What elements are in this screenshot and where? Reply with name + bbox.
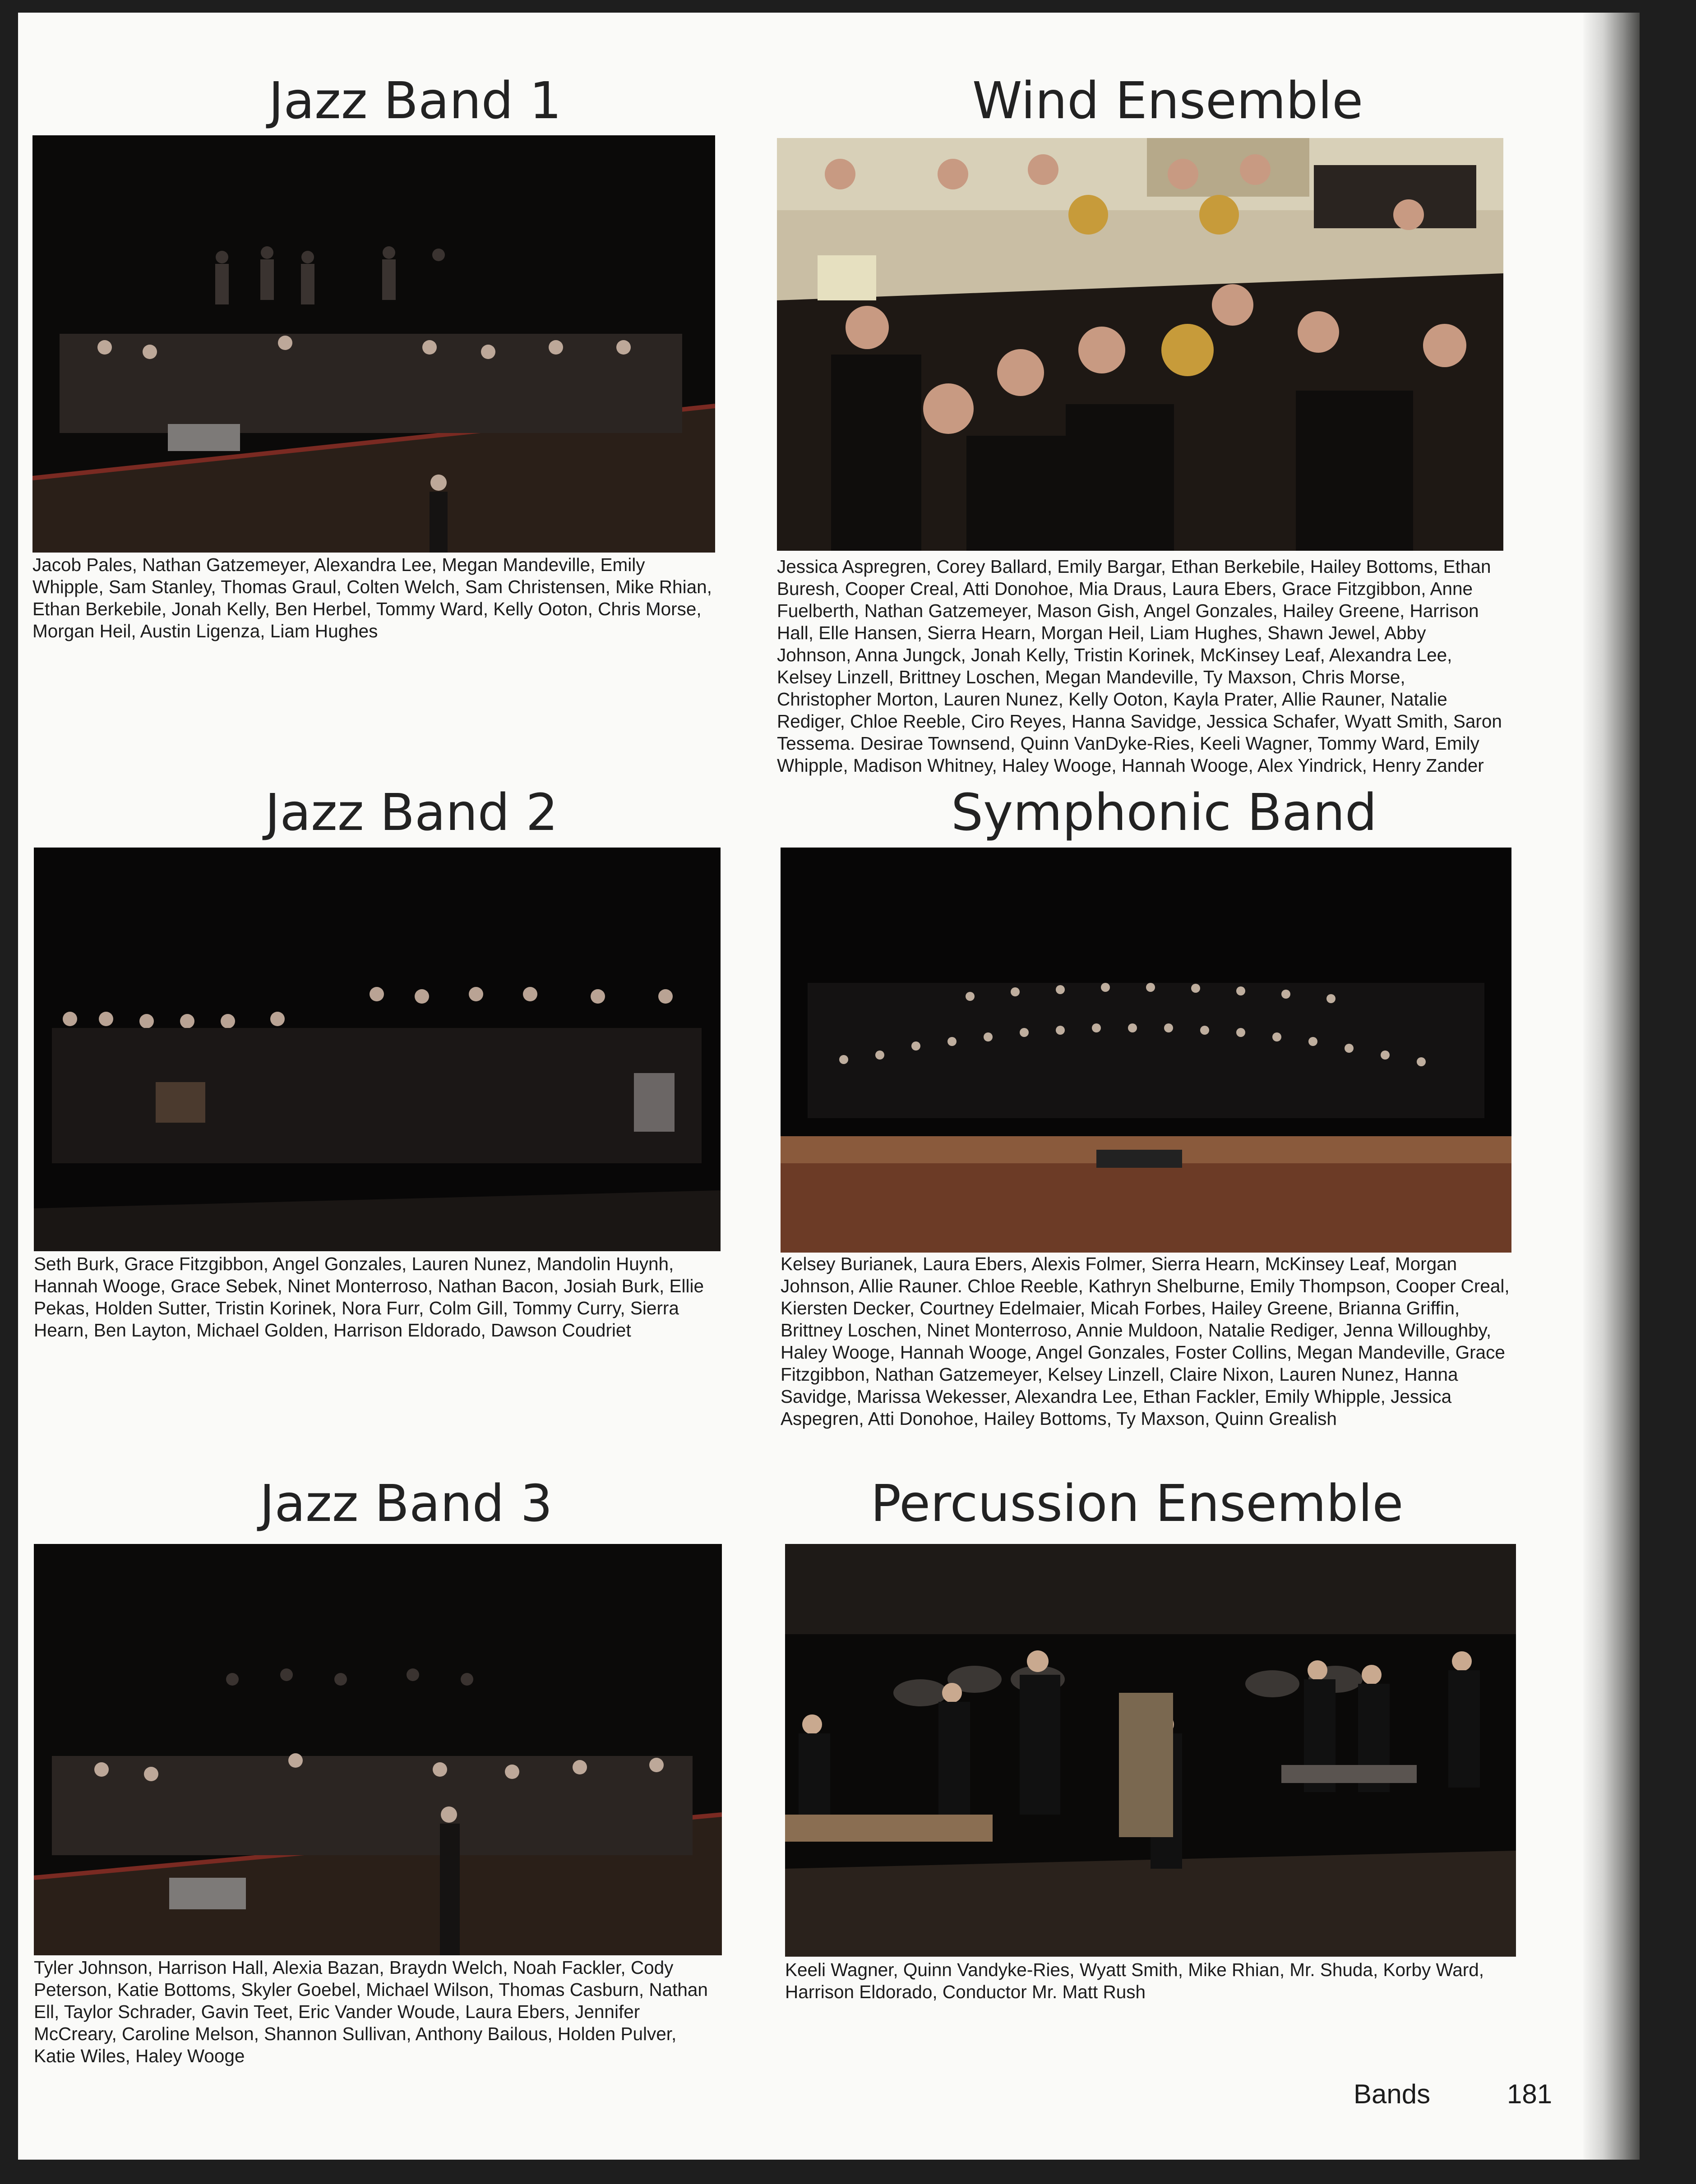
photo-jazz-band-2 bbox=[34, 848, 721, 1251]
photo-wind-ensemble bbox=[777, 138, 1503, 551]
section-title-jazz-band-3: Jazz Band 3 bbox=[259, 1474, 553, 1533]
photo-jazz-band-1 bbox=[32, 135, 715, 553]
section-title-wind-ensemble: Wind Ensemble bbox=[972, 72, 1363, 130]
footer-section-label: Bands bbox=[1354, 2079, 1431, 2109]
photo-symphonic-band bbox=[781, 848, 1511, 1253]
caption-percussion-ensemble: Keeli Wagner, Quinn Vandyke-Ries, Wyatt Smith, Mike Rhian, Mr. Shuda, Korby Ward, Harrison Eldorado, Conductor Mr. Matt Rush bbox=[785, 1959, 1484, 2002]
caption-jazz-band-2: Seth Burk, Grace Fitzgibbon, Angel Gonzales, Lauren Nunez, Mandolin Huynh, Hannah Wooge, Grace Sebek, Ninet Monterroso, Nathan Bacon, Josiah Burk, Ellie Pekas, Holden Sutter, Tristin Korinek, Nora Furr, Colm Gill, Tommy Curry, Sierra Hearn, Ben Layton, Michael Golden, Harrison Eldorado, Dawson Coudriet bbox=[34, 1253, 704, 1341]
caption-symphonic-band: Kelsey Burianek, Laura Ebers, Alexis Folmer, Sierra Hearn, McKinsey Leaf, Morgan Johnson, Allie Rauner. Chloe Reeble, Kathryn Shelburne, Emily Thompson, Cooper Creal, Kiersten Decker, Courtney Edelmaier, Micah Forbes, Hailey Greene, Brianna Griffin, Brittney Loschen, Ninet Monterroso, Annie Muldoon, Natalie Rediger, Jenna Willoughby, Haley Wooge, Hannah Wooge, Angel Gonzales, Foster Collins, Megan Mandeville, Grace Fitzgibbon, Nathan Gatzemeyer, Kelsey Linzell, Claire Nixon, Lauren Nunez, Hanna Savidge, Marissa Wekesser, Alexandra Lee, Ethan Fackler, Emily Whipple, Jessica Aspegren, Atti Donohoe, Hailey Bottoms, Ty Maxson, Quinn Grealish bbox=[781, 1253, 1510, 1429]
section-title-jazz-band-2: Jazz Band 2 bbox=[265, 783, 558, 842]
book-spine-shadow bbox=[1583, 13, 1640, 2160]
caption-jazz-band-3: Tyler Johnson, Harrison Hall, Alexia Bazan, Braydn Welch, Noah Fackler, Cody Peterson, Katie Bottoms, Skyler Goebel, Michael Wilson, Thomas Casburn, Nathan Ell, Taylor Schrader, Gavin Teet, Eric Vander Woude, Laura Ebers, Jennifer McCreary, Caroline Melson, Shannon Sullivan, Anthony Bailous, Holden Pulver, Katie Wiles, Haley Wooge bbox=[34, 1957, 708, 2066]
section-title-jazz-band-1: Jazz Band 1 bbox=[268, 72, 562, 130]
photo-percussion-ensemble bbox=[785, 1544, 1516, 1957]
section-title-symphonic-band: Symphonic Band bbox=[951, 783, 1377, 842]
caption-jazz-band-1: Jacob Pales, Nathan Gatzemeyer, Alexandra Lee, Megan Mandeville, Emily Whipple, Sam Stanley, Thomas Graul, Colten Welch, Sam Christensen, Mike Rhian, Ethan Berkebile, Jonah Kelly, Ben Herbel, Tommy Ward, Kelly Ooton, Chris Morse, Morgan Heil, Austin Ligenza, Liam Hughes bbox=[32, 554, 712, 641]
page-number: 181 bbox=[1507, 2079, 1553, 2109]
photo-jazz-band-3 bbox=[34, 1544, 722, 1955]
section-title-percussion-ensemble: Percussion Ensemble bbox=[870, 1474, 1404, 1533]
yearbook-page bbox=[18, 13, 1640, 2160]
caption-wind-ensemble: Jessica Aspregren, Corey Ballard, Emily Bargar, Ethan Berkebile, Hailey Bottoms, Ethan Buresh, Cooper Creal, Atti Donohoe, Mia Draus, Laura Ebers, Grace Fitzgibbon, Anne Fuelberth, Nathan Gatzemeyer, Mason Gish, Angel Gonzales, Hailey Greene, Harrison Hall, Elle Hansen, Sierra Hearn, Morgan Heil, Liam Hughes, Shawn Jewel, Abby Johnson, Anna Jungck, Jonah Kelly, Tristin Korinek, McKinsey Leaf, Alexandra Lee, Kelsey Linzell, Brittney Loschen, Megan Mandeville, Ty Maxson, Chris Morse, Christopher Morton, Lauren Nunez, Kelly Ooton, Kayla Prater, Allie Rauner, Natalie Rediger, Chloe Reeble, Ciro Reyes, Hanna Savidge, Jessica Schafer, Wyatt Smith, Saron Tessema. Desirae Townsend, Quinn VanDyke-Ries, Keeli Wagner, Tommy Ward, Emily Whipple, Madison Whitney, Haley Wooge, Hannah Wooge, Alex Yindrick, Henry Zander bbox=[777, 556, 1502, 776]
